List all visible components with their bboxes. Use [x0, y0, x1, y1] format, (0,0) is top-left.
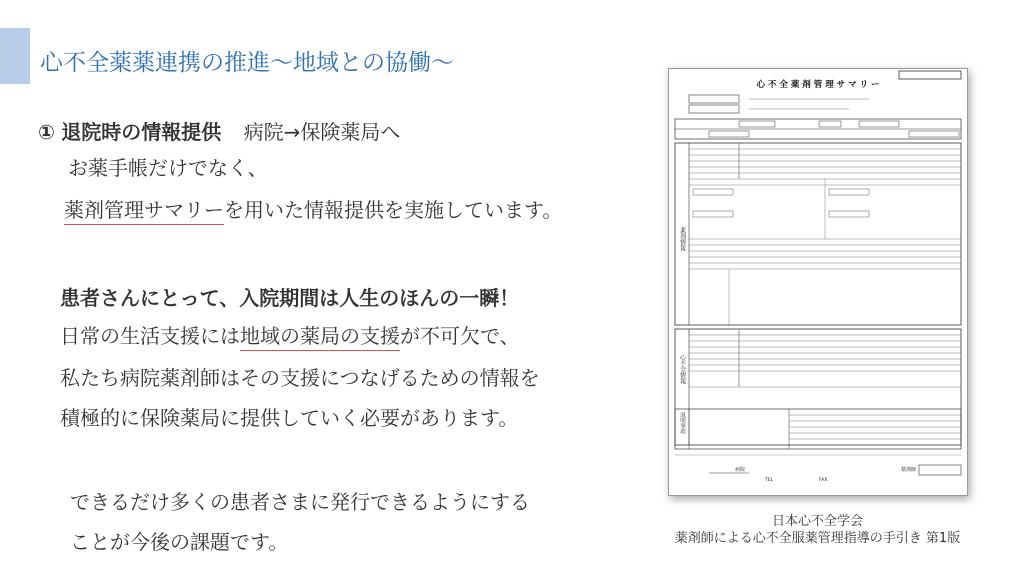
item1-heading: 退院時の情報提供 [61, 120, 222, 144]
form-title: 心 不 全 薬 剤 管 理 サ マ リ ー [756, 80, 880, 90]
form-section-drug: 薬剤情報 [678, 227, 686, 251]
summary-rest: を用いた情報提供を実施しています。 [224, 198, 563, 222]
item1-number: ① [38, 120, 55, 144]
active-line: 積極的に保険薬局に提供していく必要があります。 [60, 406, 519, 430]
item1-line [38, 116, 400, 145]
goal-line-1: できるだけ多くの患者さまに発行できるようにする [70, 490, 530, 514]
source-caption [650, 513, 985, 547]
slide-title: 心不全薬薬連携の推進〜地域との協働〜 [40, 50, 454, 76]
summary-form-drawing [669, 69, 967, 495]
support-line [60, 320, 520, 349]
form-footer-tel: TEL [765, 478, 774, 483]
title-accent-bar [0, 28, 30, 84]
caption-line-1: 日本心不全学会 [771, 514, 863, 529]
form-section-notes: 説明事項 [679, 412, 685, 434]
caption-line-2: 薬剤師による心不全服薬管理指導の手引き 第1版 [674, 531, 961, 546]
goal-line-2: ことが今後の課題です。 [70, 530, 289, 554]
summary-form-image [668, 68, 968, 496]
emphasis-line: 患者さんにとって、入院期間は人生のほんの一瞬！ [60, 286, 520, 310]
notebook-line: お薬手帳だけでなく、 [68, 156, 268, 180]
pharmacist-line: 私たち病院薬剤師はその支援につなげるための情報を [60, 366, 540, 390]
summary-keyword: 薬剤管理サマリー [64, 198, 224, 225]
form-footer-pharmacist: 薬剤師 [901, 467, 917, 473]
summary-line [64, 194, 562, 223]
item1-route: 病院→保険薬局へ [243, 120, 401, 144]
support-text-b: が不可欠で、 [400, 324, 520, 348]
support-text-a: 日常の生活支援には [60, 324, 240, 348]
support-keyword: 地域の薬局の支援 [240, 324, 400, 351]
form-section-hf: 心不全情報 [678, 354, 686, 384]
form-footer-hospital: 病院 [735, 467, 746, 473]
form-footer-fax: FAX [819, 478, 828, 483]
